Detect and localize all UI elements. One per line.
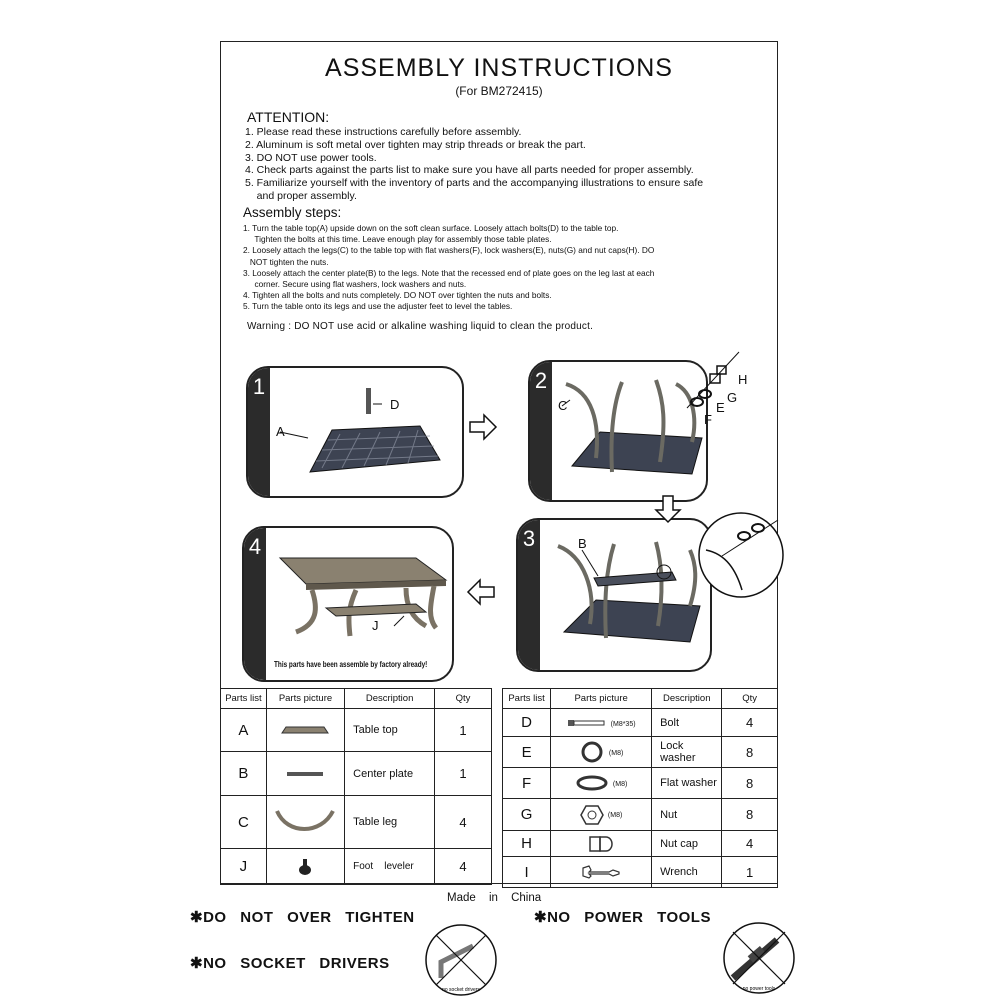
wrench-icon: [551, 857, 652, 888]
steps-list: [243, 223, 763, 313]
table-row: [503, 799, 778, 831]
column-header: Parts list: [503, 689, 551, 709]
column-header: Description: [345, 689, 435, 709]
warning-over-tighten: ✱DO NOT OVER TIGHTEN: [190, 909, 415, 926]
part-size: (M8): [608, 749, 624, 757]
model-number: (For BM272415): [455, 84, 543, 98]
step-number: 2: [530, 362, 552, 500]
label-b: B: [578, 536, 587, 551]
attention-item: and proper assembly.: [245, 189, 357, 202]
table-row: [503, 709, 778, 737]
table-top-illustration: [270, 368, 462, 496]
nut-cap-icon: [551, 831, 652, 857]
foot-leveler-icon: [266, 849, 344, 885]
no-socket-drivers-icon: [423, 922, 499, 998]
warning-no-power-tools: ✱NO POWER TOOLS: [534, 909, 711, 926]
step-2-panel: [528, 360, 708, 502]
part-id: C: [221, 796, 267, 849]
part-description: Nut cap: [652, 831, 722, 857]
table-row: [221, 796, 492, 849]
arrow-right-icon: [468, 413, 498, 441]
attention-item: 5. Familiarize yourself with the inventory of parts and the accompanying illustrations to ensure safe: [245, 177, 704, 190]
step-number: 1: [248, 368, 270, 496]
part-description: Foot leveler: [345, 849, 435, 885]
step-item: 1. Turn the table top(A) upside down on the soft clean surface. Loosely attach bolts(D) to the table top.: [243, 223, 619, 233]
part-id: E: [503, 737, 551, 768]
detail-magnifier: [696, 510, 786, 600]
attention-list: [245, 126, 765, 203]
parts-table-left: [220, 688, 492, 885]
part-description: Table leg: [345, 796, 435, 849]
label-g: G: [727, 390, 738, 405]
part-qty: 8: [722, 737, 778, 768]
step-item: Tighten the bolts at this time. Leave enough play for assembly those table plates.: [243, 234, 552, 245]
table-leg-icon: [266, 796, 344, 849]
part-qty: 1: [722, 857, 778, 888]
bolt-icon: [551, 709, 652, 737]
table-row: [221, 752, 492, 796]
column-header: Parts list: [221, 689, 267, 709]
table-row: [503, 768, 778, 799]
attention-item: 2. Aluminum is soft metal over tighten may strip threads or break the part.: [245, 138, 586, 151]
step-item: corner. Secure using flat washers, lock washers and nuts.: [243, 279, 467, 290]
label-f: F: [704, 412, 712, 427]
lock-washer-icon: [551, 737, 652, 768]
step-item: 5. Turn the table onto its legs and use the adjuster feet to level the tables.: [243, 301, 513, 312]
part-description: Wrench: [652, 857, 722, 888]
label-d: D: [390, 397, 400, 412]
part-description: Nut: [652, 799, 722, 831]
part-qty: 4: [435, 849, 492, 885]
step-item: 3. Loosely attach the center plate(B) to the legs. Note that the recessed end of plate goes on the leg last at each: [243, 267, 655, 278]
column-header: Parts picture: [266, 689, 344, 709]
column-header: Qty: [435, 689, 492, 709]
step-item: 4. Tighten all the bolts and nuts completely. DO NOT over tighten the nuts and bolts.: [243, 290, 552, 301]
part-qty: 8: [722, 799, 778, 831]
table-top-icon: [266, 709, 344, 752]
label-j: J: [372, 618, 379, 633]
step-number: 3: [518, 520, 540, 670]
column-header: Description: [652, 689, 722, 709]
part-qty: 1: [435, 752, 492, 796]
no-power-tools-icon: [719, 920, 799, 996]
part-description: Bolt: [652, 709, 722, 737]
attention-heading: ATTENTION:: [247, 109, 330, 125]
step-3-panel: [516, 518, 712, 672]
part-description: Lock washer: [652, 737, 722, 768]
arrow-down-icon: [654, 494, 682, 524]
label-h: H: [738, 372, 748, 387]
column-header: Qty: [722, 689, 778, 709]
table-row: [221, 709, 492, 752]
part-id: B: [221, 752, 267, 796]
warning-no-socket-drivers: ✱NO SOCKET DRIVERS: [190, 955, 390, 972]
part-description: Table top: [345, 709, 435, 752]
steps-heading: Assembly steps:: [243, 205, 342, 220]
hardware-callout: [683, 348, 741, 418]
step-1-panel: [246, 366, 464, 498]
step-item: 2. Loosely attach the legs(C) to the table top with flat washers(F), lock washers(E), nuts(G) and nut caps(H). DO: [243, 245, 655, 256]
label-c: C: [558, 398, 568, 413]
table-row: [503, 831, 778, 857]
part-description: Flat washer: [652, 768, 722, 799]
nut-icon: [551, 799, 652, 831]
part-description: Center plate: [345, 752, 435, 796]
warning-text: Warning : DO NOT use acid or alkaline washing liquid to clean the product.: [247, 321, 594, 332]
parts-table-right: [502, 688, 778, 888]
part-size: (M8): [612, 780, 628, 788]
part-size: (M8*35): [610, 720, 636, 728]
part-id: G: [503, 799, 551, 831]
made-in-label: Made in China: [447, 892, 542, 904]
part-qty: 4: [722, 831, 778, 857]
label-a: A: [276, 424, 285, 439]
part-id: A: [221, 709, 267, 752]
part-qty: 4: [435, 796, 492, 849]
part-id: I: [503, 857, 551, 888]
page-title: ASSEMBLY INSTRUCTIONS: [325, 54, 673, 82]
label-e: E: [716, 400, 725, 415]
table-row: [503, 857, 778, 888]
flat-washer-icon: [551, 768, 652, 799]
part-id: H: [503, 831, 551, 857]
part-id: D: [503, 709, 551, 737]
part-id: J: [221, 849, 267, 885]
part-size: (M8): [607, 812, 623, 820]
center-plate-illustration: [540, 520, 710, 670]
factory-note: This parts have been assemble by factory already!: [274, 660, 428, 669]
attention-item: 4. Check parts against the parts list to make sure you have all parts needed for proper assembly.: [245, 164, 694, 177]
sign-caption: no power tools: [742, 986, 776, 992]
part-qty: 4: [722, 709, 778, 737]
column-header: Parts picture: [551, 689, 652, 709]
part-qty: 1: [435, 709, 492, 752]
part-id: F: [503, 768, 551, 799]
assembled-table-illustration: [266, 528, 452, 680]
attention-item: 1. Please read these instructions carefully before assembly.: [245, 126, 522, 138]
table-row: [503, 737, 778, 768]
sign-caption: no socket drivers: [442, 987, 480, 993]
table-row: [221, 849, 492, 885]
part-qty: 8: [722, 768, 778, 799]
attention-item: 3. DO NOT use power tools.: [245, 151, 377, 164]
step-item: NOT tighten the nuts.: [243, 256, 329, 267]
arrow-left-icon: [466, 578, 496, 606]
center-plate-icon: [266, 752, 344, 796]
step-number: 4: [244, 528, 266, 680]
step-4-panel: [242, 526, 454, 682]
